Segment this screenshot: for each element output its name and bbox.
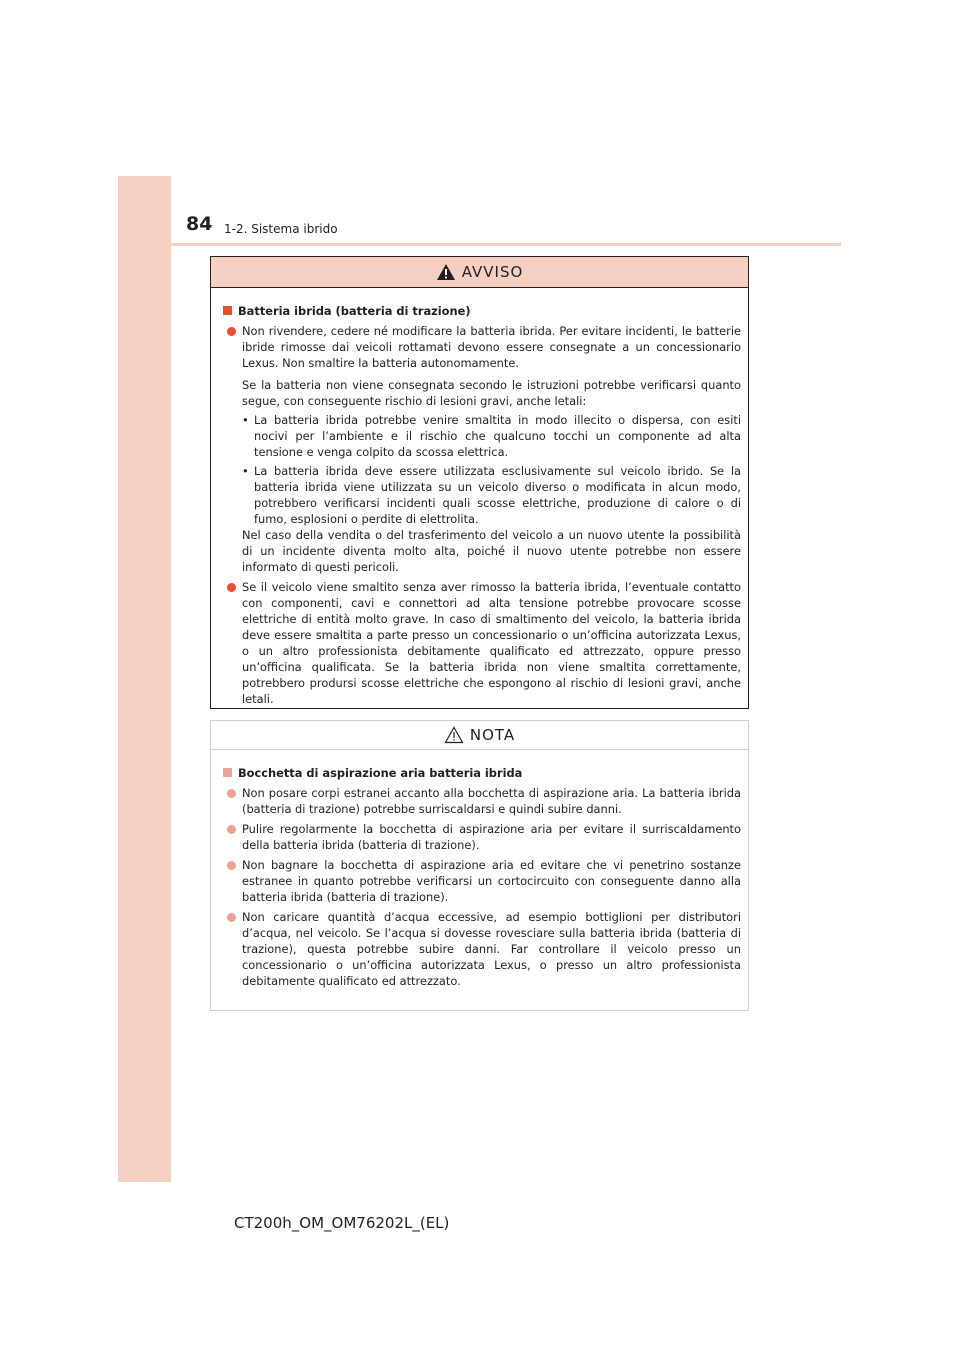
circle-bullet-icon [227, 789, 236, 798]
warning-bullet-text: Se il veicolo viene smaltito senza aver rimosso la batteria ibrida, l’eventuale contatto con componenti, cavi e connettori ad alta tensione potrebbe provocare scosse elettriche di entità molto grave. In caso di smaltimento del veicolo, la batteria ibrida deve essere smaltita a parte presso un concessionario o un’officina autorizzata Lexus, o un altro professionista debitamente qualificato ed attrezzato, oppure presso un’officina qualificata. Se la batteria ibrida non viene smaltita correttamente, potrebbero prodursi scosse elettriche che espongono al rischio di lesioni gravi, anche letali. [242, 580, 741, 706]
page-number: 84 [186, 213, 213, 235]
note-bullet [227, 857, 741, 905]
warning-header [211, 257, 748, 288]
circle-bullet-icon [227, 583, 236, 592]
warning-bullet [227, 323, 741, 371]
note-heading-text: Bocchetta di aspirazione aria batteria ibrida [238, 766, 523, 780]
dot-marker: • [242, 464, 249, 478]
dot-marker: • [242, 413, 249, 427]
note-header [211, 721, 748, 750]
header-rule [171, 243, 841, 246]
side-tab-bar [118, 176, 171, 1182]
warning-heading-text: Batteria ibrida (batteria di trazione) [238, 304, 471, 318]
warning-bullet [227, 579, 741, 707]
caution-triangle-outline-icon [444, 726, 464, 744]
circle-bullet-icon [227, 913, 236, 922]
circle-bullet-icon [227, 825, 236, 834]
note-bullet-text: Non posare corpi estranei accanto alla bocchetta di aspirazione aria. La batteria ibrida (batteria di trazione) potrebbe surriscaldarsi e quindi subire danni. [242, 786, 741, 816]
warning-sub-item [242, 412, 741, 460]
note-box [210, 720, 749, 1011]
note-bullet-text: Pulire regolarmente la bocchetta di aspirazione aria per evitare il surriscaldamento della batteria ibrida (batteria di trazione). [242, 822, 741, 852]
square-bullet-icon [223, 768, 232, 777]
square-bullet-icon [223, 306, 232, 315]
note-title: NOTA [469, 726, 516, 744]
note-heading [223, 765, 741, 781]
section-title: 1-2. Sistema ibrido [224, 222, 338, 236]
warning-paragraph: Nel caso della vendita o del trasferimento del veicolo a un nuovo utente la possibilità di un incidente diventa molto alta, poiché il nuovo utente potrebbe non essere informato di questi pericoli. [242, 528, 741, 574]
warning-paragraph: Se la batteria non viene consegnata secondo le istruzioni potrebbe verificarsi quanto segue, con conseguente rischio di lesioni gravi, anche letali: [242, 378, 741, 408]
note-bullet-text: Non caricare quantità d’acqua eccessive, ad esempio bottiglioni per distributori d’acqua, nel veicolo. Se l’acqua si dovesse rovesciare sulla batteria ibrida (batteria di trazione), questa potrebbe subire danni. Far controllare il veicolo presso un concessionario o un’officina autorizzata Lexus, o presso un altro professionista debitamente qualificato ed attrezzato. [242, 910, 741, 988]
warning-sub-text: La batteria ibrida potrebbe venire smaltita in modo illecito o dispersa, con esiti nocivi per l’ambiente e il rischio che qualcuno tocchi un componente ad alta tensione e venga colpito da scossa elettrica. [254, 413, 741, 459]
note-bullet [227, 785, 741, 817]
warning-triangle-icon [436, 263, 456, 281]
warning-heading [223, 303, 741, 319]
note-bullet [227, 821, 741, 853]
document-code: CT200h_OM_OM76202L_(EL) [234, 1214, 450, 1232]
warning-sub-item [242, 463, 741, 527]
note-body [211, 750, 748, 989]
circle-bullet-icon [227, 861, 236, 870]
note-bullet [227, 909, 741, 989]
warning-sub-text: La batteria ibrida deve essere utilizzata esclusivamente sul veicolo ibrido. Se la batteria ibrida viene utilizzata su un veicolo diverso o modificata in alcun modo, potrebbero verificarsi incidenti quali scosse elettriche, produzione di calore o di fumo, esplosioni o perdite di elettrolita. [254, 464, 741, 526]
warning-body [211, 288, 748, 707]
warning-bullet-text: Non rivendere, cedere né modificare la batteria ibrida. Per evitare incidenti, le batterie ibride rimosse dai veicoli rottamati devono essere consegnate a un concessionario Lexus. Non smaltire la batteria autonomamente. [242, 324, 741, 370]
warning-title: AVVISO [461, 263, 524, 281]
circle-bullet-icon [227, 327, 236, 336]
warning-box [210, 256, 749, 709]
note-bullet-text: Non bagnare la bocchetta di aspirazione aria ed evitare che vi penetrino sostanze estranee in quanto potrebbe verificarsi un cortocircuito con conseguente danno alla batteria ibrida (batteria di trazione). [242, 858, 741, 904]
